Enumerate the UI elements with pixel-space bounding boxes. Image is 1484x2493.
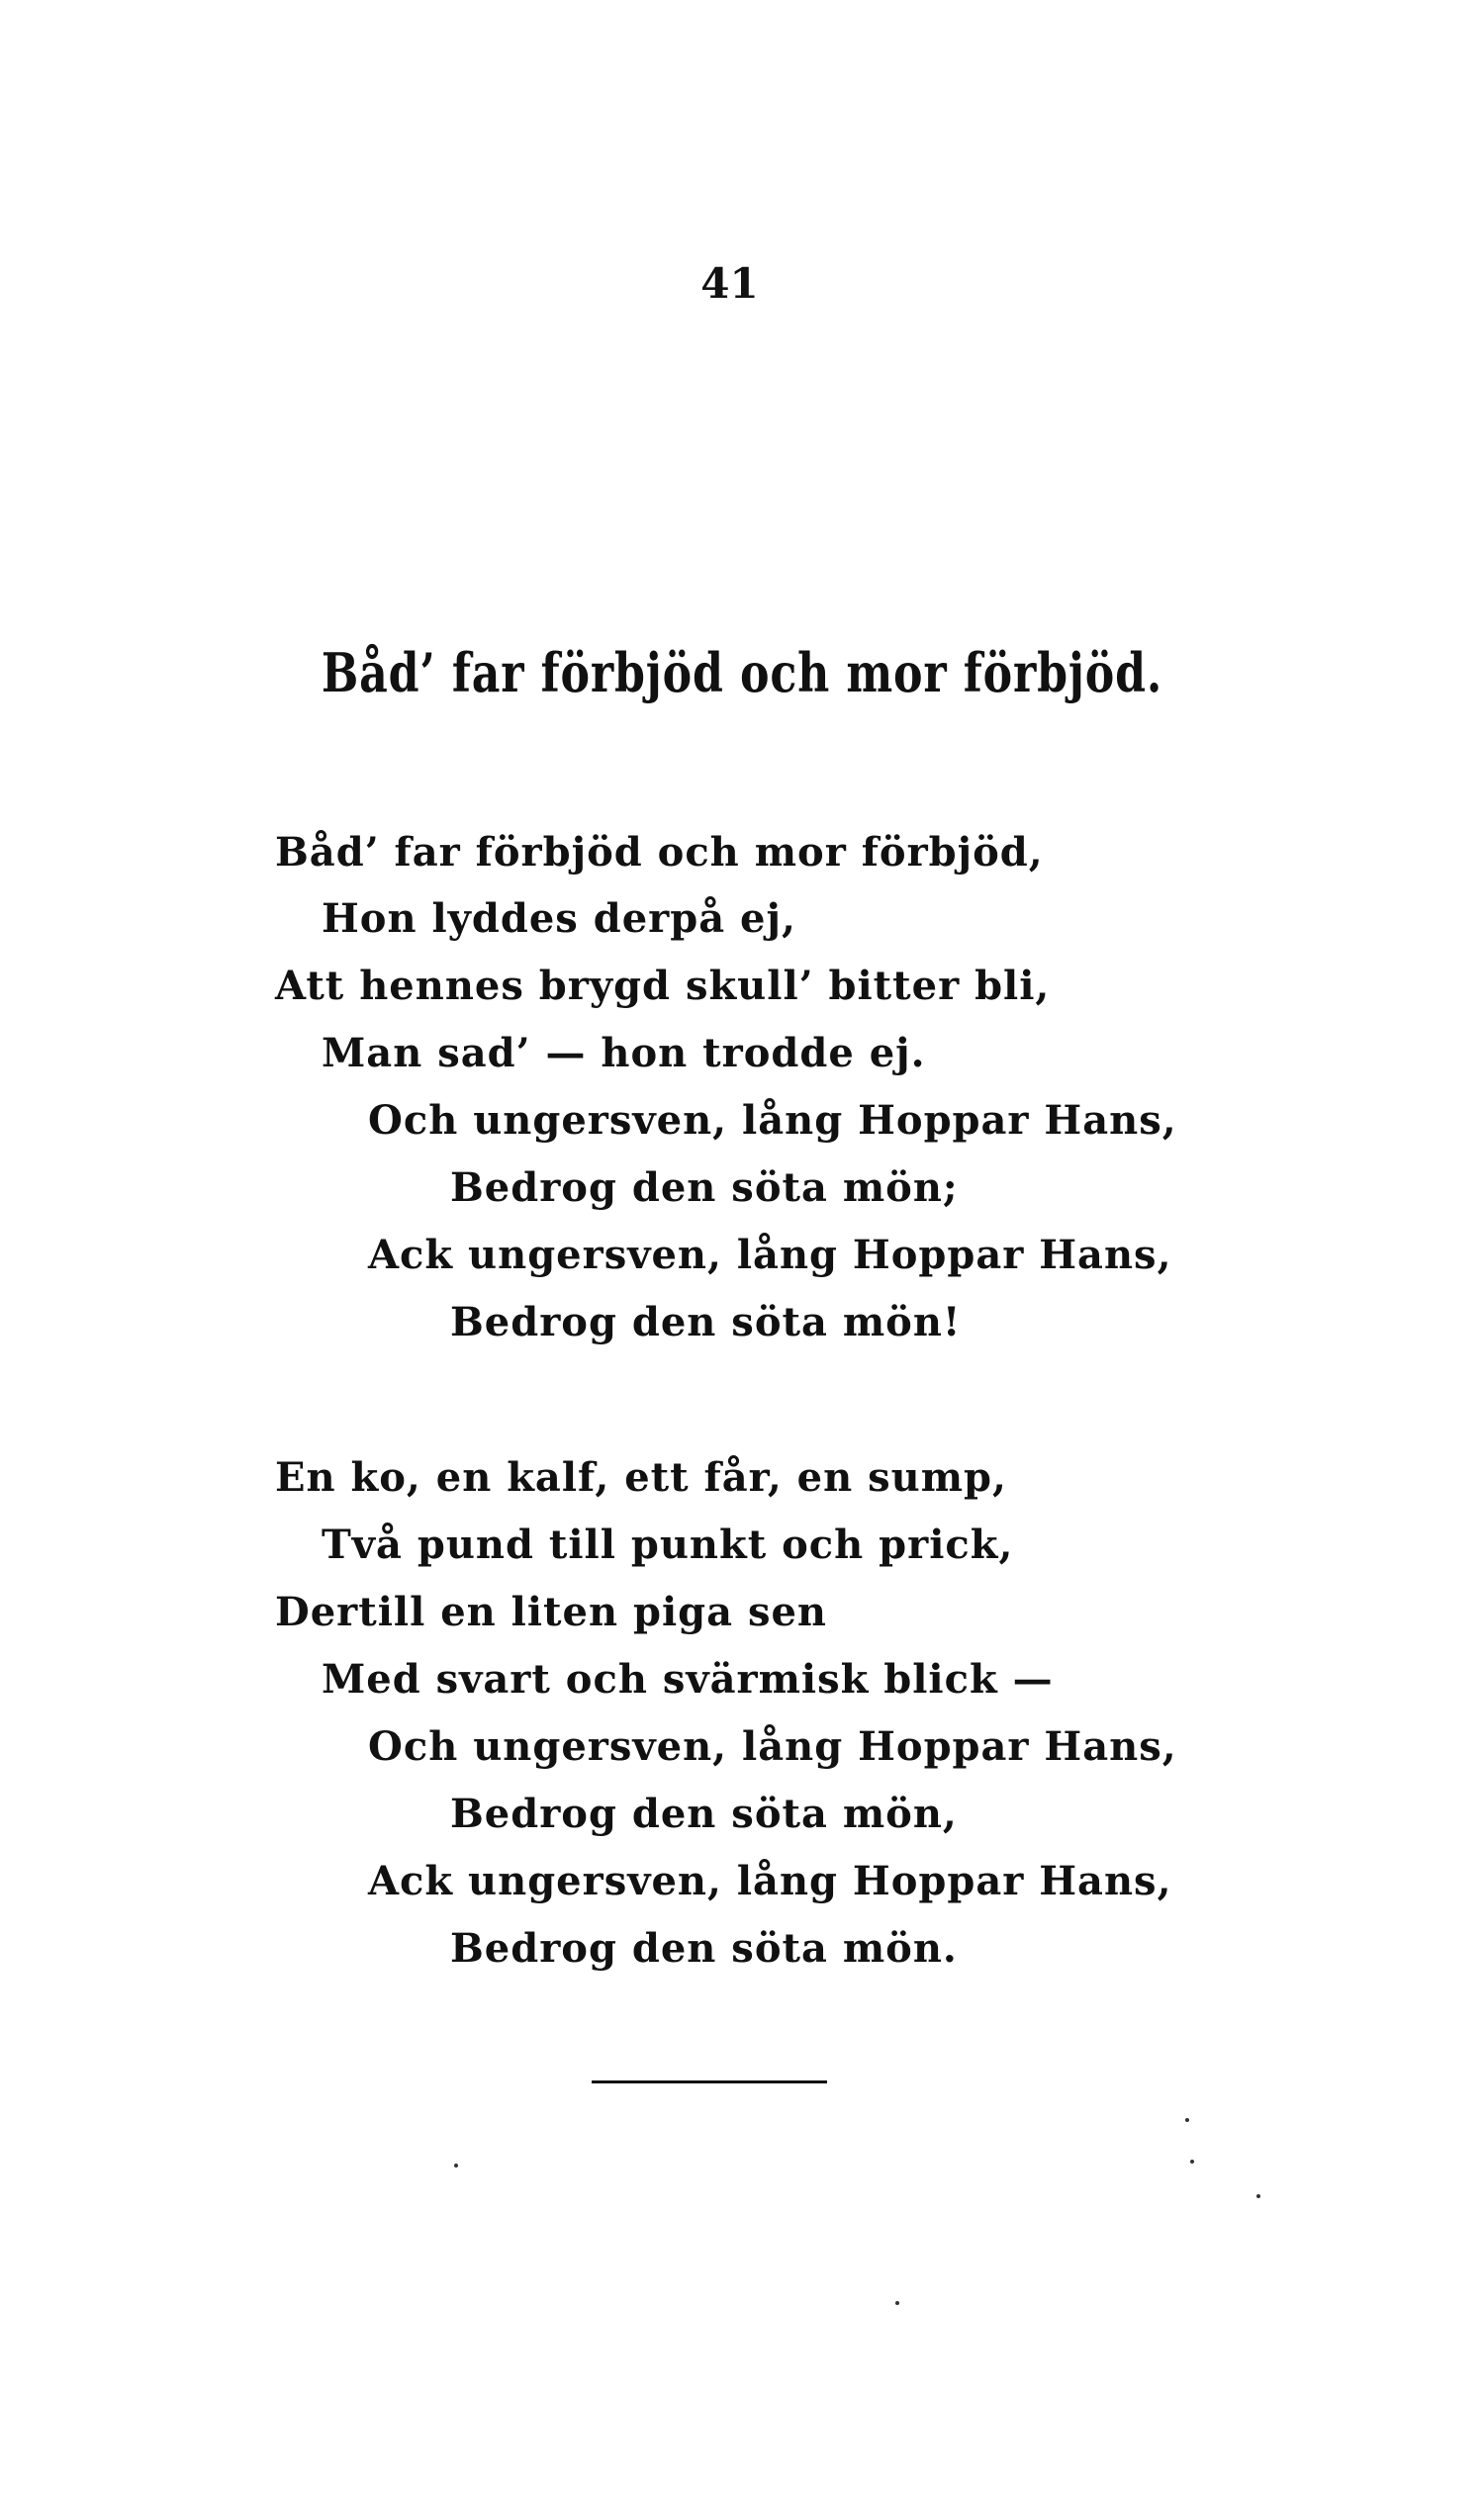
verse-line: Ack ungersven, lång Hoppar Hans, xyxy=(368,1232,1172,1278)
paper-speck xyxy=(1190,2160,1194,2164)
verse-line: En ko, en kalf, ett får, en sump, xyxy=(275,1454,1007,1501)
verse-line: Hon lyddes derpå ej, xyxy=(322,895,796,942)
verse-line: Bedrog den söta mön, xyxy=(450,1791,958,1837)
verse-line: Två pund till punkt och prick, xyxy=(322,1522,1014,1568)
section-divider xyxy=(592,2080,827,2083)
verse-line: Och ungersven, lång Hoppar Hans, xyxy=(368,1097,1177,1144)
page-number: 41 xyxy=(700,259,759,308)
paper-speck xyxy=(1185,2118,1189,2122)
paper-speck xyxy=(454,2164,458,2168)
verse-line: Att hennes brygd skull’ bitter bli, xyxy=(275,963,1051,1009)
verse-line: Båd’ far förbjöd och mor förbjöd, xyxy=(275,829,1044,876)
poem-title: Båd’ far förbjöd och mor förbjöd. xyxy=(321,641,1163,704)
verse-line: Ack ungersven, lång Hoppar Hans, xyxy=(368,1858,1172,1904)
verse-line: Man sad’ — hon trodde ej. xyxy=(322,1030,926,1076)
verse-line: Bedrog den söta mön! xyxy=(450,1299,962,1345)
verse-line: Dertill en liten piga sen xyxy=(275,1589,828,1635)
verse-line: Bedrog den söta mön. xyxy=(450,1925,958,1972)
verse-line: Och ungersven, lång Hoppar Hans, xyxy=(368,1723,1177,1770)
paper-speck xyxy=(1256,2194,1260,2198)
verse-line: Bedrog den söta mön; xyxy=(450,1164,959,1211)
verse-line: Med svart och svärmisk blick — xyxy=(322,1656,1054,1703)
paper-speck xyxy=(895,2301,899,2305)
